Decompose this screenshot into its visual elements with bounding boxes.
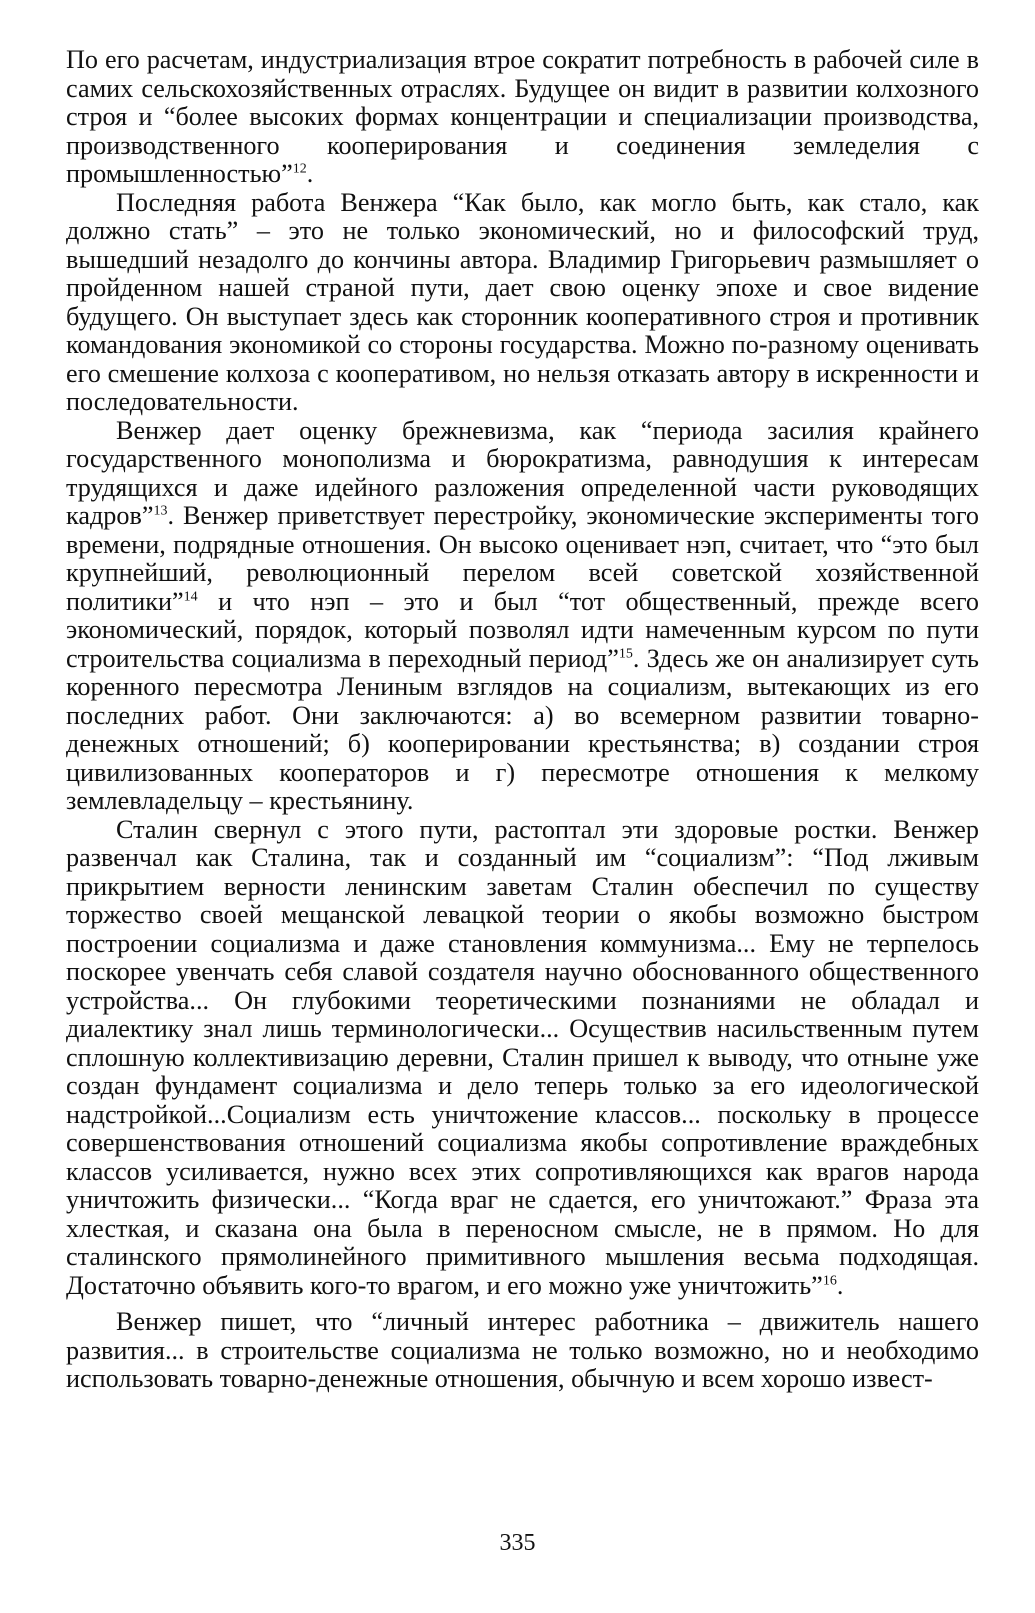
paragraph-1-tail: .	[306, 159, 314, 188]
paragraph-1	[66, 46, 979, 189]
page-number: 335	[499, 1530, 536, 1556]
footnote-ref-15: 15	[618, 645, 633, 661]
footnote-ref-12: 12	[292, 161, 307, 177]
paragraph-2	[66, 189, 979, 417]
paragraph-5	[66, 1308, 979, 1394]
paragraph-4-tail: .	[836, 1270, 844, 1300]
footnote-ref-13: 13	[153, 503, 168, 519]
paragraph-5-text: Венжер пишет, что “личный интерес работника – движитель нашего развития... в строительстве социализма не только возможно, но и необходимо использовать товарно-денежные отношения, обычную и всем хорошо извест-	[66, 1307, 979, 1393]
paragraph-3-segment-2: . Венжер приветствует перестройку, экономические эксперименты того времени, подрядные отношения. Он высоко оценивает нэп, считает, что “это был крупнейший, революционный перелом всей советской хозяйственной политики”	[66, 501, 979, 616]
paragraph-1-text: По его расчетам, индустриализация втрое сократит потребность в рабочей силе в самих сельскохозяйственных отраслях. Будущее он видит в развитии колхозного строя и “более высоких формах концентрации и специализации производства, производственного кооперирования и соединения земледелия с промышленностью”	[66, 45, 979, 188]
paragraph-4	[66, 816, 979, 1301]
page-text-block	[66, 46, 979, 1394]
footnote-ref-16: 16	[822, 1272, 837, 1288]
footnote-ref-14: 14	[183, 588, 198, 604]
paragraph-2-text: Последняя работа Венжера “Как было, как могло быть, как стало, как должно стать” – это не только экономический, но и философский труд, вышедший незадолго до кончины автора. Владимир Григорьевич размышляет о пройденном нашей страной пути, дает свою оценку эпохе и свое видение будущего. Он выступает здесь как сторонник кооперативного строя и противник командования экономикой со стороны государства. Можно по-разному оценивать его смешение колхоза с кооперативом, но нельзя отказать автору в искренности и последовательности.	[66, 187, 979, 416]
paragraph-3-segment-3: и что нэп – это и был “тот общественный, прежде всего экономический, порядок, который позволял идти намеченным курсом по пути строительства социализма в переходный период”	[66, 586, 979, 673]
paragraph-3-segment-4: . Здесь же он анализирует суть коренного пересмотра Лениным взглядов на социализм, вытекающих из его последних работ. Они заключаются: а) во всемерном развитии товарно-денежных отношений; б) кооперировании крестьянства; в) создании строя цивилизованных кооператоров и г) пересмотре отношения к мелкому землевладельцу – крестьянину.	[66, 643, 979, 815]
paragraph-3	[66, 417, 979, 816]
paragraph-3-segment-1: Венжер дает оценку брежневизма, как “периода засилия крайнего государственного монополизма и бюрократизма, равнодушия к интересам трудящихся и даже идейного разложения определенной части руководящих кадров”	[66, 415, 979, 530]
paragraph-4-text: Сталин свернул с этого пути, растоптал эти здоровые ростки. Венжер развенчал как Сталина, так и созданный им “социализм”: “Под лживым прикрытием верности ленинским заветам Сталин обеспечил по существу торжество своей мещанской левацкой теории о якобы возможно быстром построении социализма и даже становления коммунизма... Ему не терпелось поскорее увенчать себя славой создателя научно обоснованного общественного устройства... Он глубокими теоретическими познаниями не обладал и диалектику знал лишь терминологически... Осуществив насильственным путем сплошную коллективизацию деревни, Сталин пришел к выводу, что отныне уже создан фундамент социализма и дело теперь только за его идеологической надстройкой...Социализм есть уничтожение классов... поскольку в процессе совершенствования отношений социализма якобы сопротивление враждебных классов усиливается, нужно всех этих сопротивляющихся как врагов народа уничтожить физически... “Когда враг не сдается, его уничтожают.” Фраза эта хлесткая, и сказана она была в переносном смысле, не в прямом. Но для сталинского прямолинейного примитивного мышления весьма подходящая. Достаточно объявить кого-то врагом, и его можно уже уничтожить”	[66, 814, 979, 1300]
